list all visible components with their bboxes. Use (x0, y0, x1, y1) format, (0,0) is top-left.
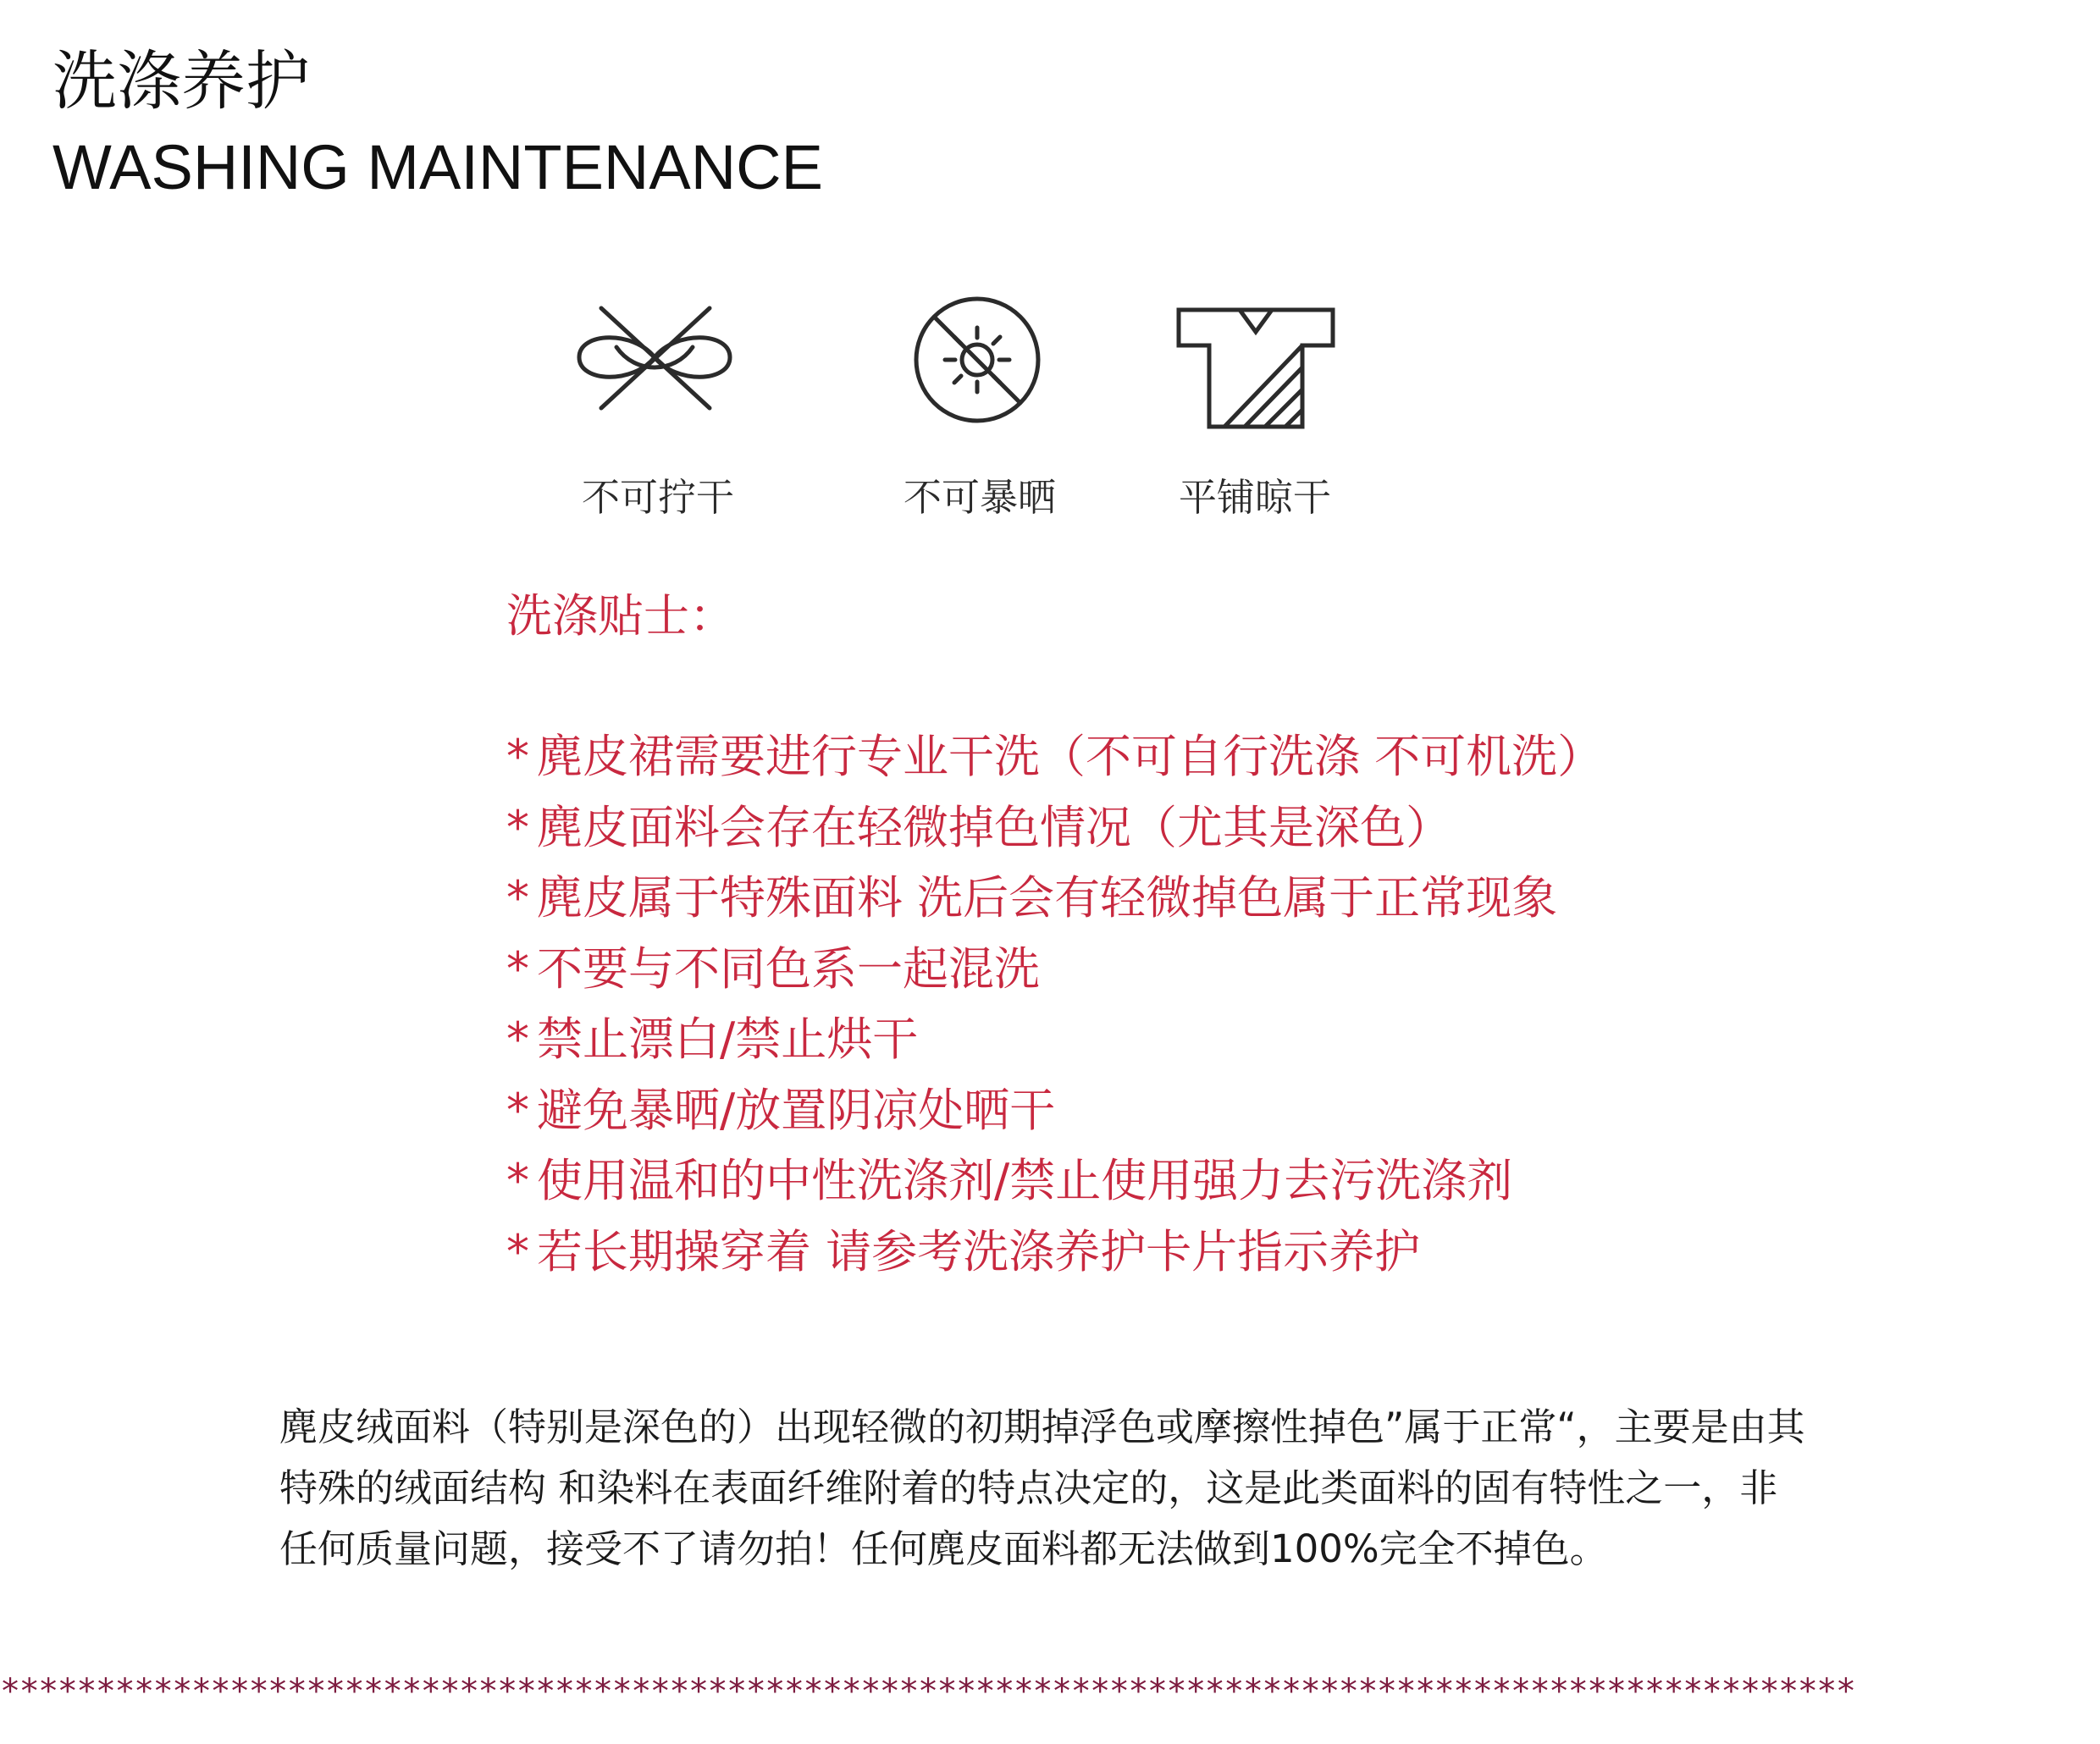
no-sun-drying-label: 不可暴晒 (903, 475, 1056, 520)
tip-item (506, 1075, 1603, 1146)
bullet-star: * (506, 730, 529, 783)
tip-text: 禁止漂白/禁止烘干 (537, 1013, 919, 1066)
bullet-star: * (506, 941, 529, 996)
tips-list (506, 721, 1603, 1287)
tip-text: 麂皮面料会存在轻微掉色情况（尤其是深色） (537, 800, 1451, 854)
dry-flat-label: 平铺晾干 (1178, 475, 1331, 520)
page-title-cn: 洗涤养护 (52, 43, 310, 119)
bullet-star: * (506, 1154, 529, 1207)
fabric-notice (279, 1397, 1914, 1580)
star-divider: ************************************************************************************************* (0, 1672, 1855, 1711)
notice-line: 特殊的绒面结构 和染料在表面纤维附着的特点决定的，这是此类面料的固有特性之一，非 (279, 1465, 1778, 1510)
tips-heading: 洗涤贴士： (506, 589, 735, 643)
page-title-en: WASHING MAINTENANCE (52, 132, 823, 202)
tip-item (506, 1217, 1603, 1288)
tip-item (506, 792, 1603, 864)
bullet-star: * (506, 1224, 529, 1278)
no-wring-label: 不可拧干 (581, 475, 734, 520)
notice-line: 麂皮绒面料（特别是深色的）出现轻微的初期掉浮色或摩擦性掉色”属于正常“，主要是由其 (279, 1405, 1805, 1449)
tip-item (506, 934, 1603, 1005)
bullet-star: * (506, 871, 529, 924)
tip-text: 避免暴晒/放置阴凉处晒干 (537, 1083, 1056, 1137)
bullet-star: * (506, 1083, 529, 1137)
dry-flat-icon (1175, 306, 1336, 432)
tip-text: 不要与不同色系一起混洗 (537, 941, 1040, 996)
tip-item (506, 1145, 1603, 1217)
tip-text: 麂皮属于特殊面料 洗后会有轻微掉色属于正常现象 (537, 871, 1558, 924)
tip-item (506, 863, 1603, 934)
tip-text: 若长期操穿着 请参考洗涤养护卡片指示养护 (537, 1224, 1421, 1278)
tip-text: 麂皮裙需要进行专业干洗（不可自行洗涤 不可机洗） (537, 730, 1604, 783)
notice-line: 任何质量问题，接受不了请勿拍！任何麂皮面料都无法做到100%完全不掉色。 (279, 1526, 1608, 1571)
no-sun-drying-icon (909, 292, 1045, 428)
tip-item (506, 1004, 1603, 1075)
bullet-star: * (506, 800, 529, 854)
no-wring-icon (567, 298, 742, 417)
tip-text: 使用温和的中性洗涤剂/禁止使用强力去污洗涤剂 (537, 1154, 1513, 1207)
bullet-star: * (506, 1013, 529, 1066)
tip-item (506, 721, 1603, 792)
